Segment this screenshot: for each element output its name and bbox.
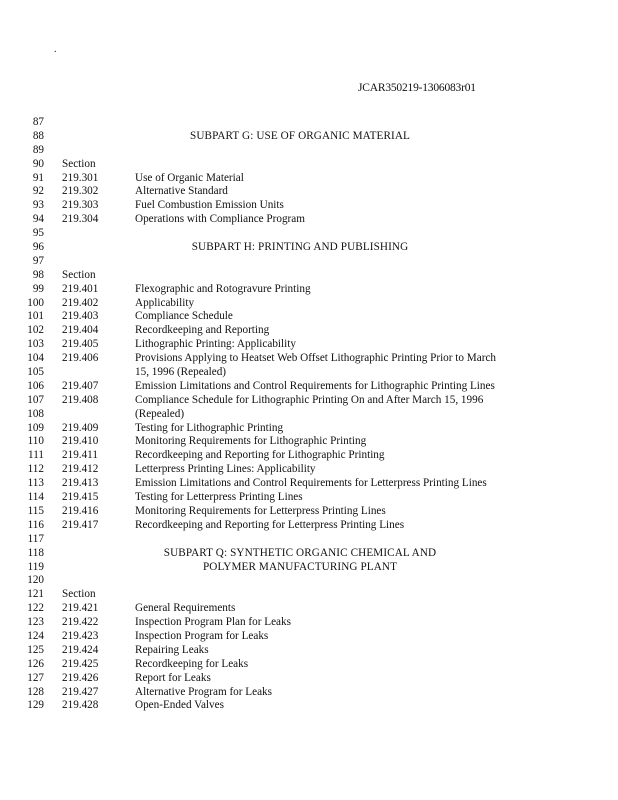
- document-line: [0, 477, 618, 491]
- line-number: 126: [27, 657, 44, 670]
- section-number: 219.303: [62, 199, 99, 212]
- document-line: [0, 352, 618, 366]
- line-number: 109: [27, 421, 44, 434]
- document-line: [0, 144, 618, 158]
- section-title: Recordkeeping for Leaks: [135, 657, 249, 670]
- section-title: Applicability: [135, 296, 195, 309]
- document-line: [0, 283, 618, 297]
- line-number: 88: [32, 129, 44, 142]
- line-number: 93: [32, 199, 44, 212]
- line-number: 104: [27, 352, 44, 365]
- line-number: 106: [27, 379, 44, 392]
- document-line: [0, 533, 618, 547]
- section-title: Alternative Program for Leaks: [135, 685, 272, 698]
- document-line: [0, 491, 618, 505]
- document-line: [0, 158, 618, 172]
- section-number: Section: [62, 588, 96, 601]
- section-title: Fuel Combustion Emission Units: [135, 199, 284, 212]
- section-title: Inspection Program Plan for Leaks: [135, 616, 291, 629]
- section-title: Open-Ended Valves: [135, 699, 224, 712]
- section-number: 219.302: [62, 185, 99, 198]
- line-number: 91: [32, 171, 44, 184]
- line-number: 110: [27, 435, 44, 448]
- section-title: Recordkeeping and Reporting for Lithographic Printing: [135, 449, 385, 462]
- document-line: [0, 213, 618, 227]
- section-title: Alternative Standard: [135, 185, 228, 198]
- section-title: Compliance Schedule: [135, 310, 233, 323]
- section-title: Monitoring Requirements for Letterpress Printing Lines: [135, 504, 386, 517]
- section-number: Section: [62, 157, 96, 170]
- section-title: Recordkeeping and Reporting: [135, 324, 270, 337]
- section-title: Letterpress Printing Lines: Applicability: [135, 463, 316, 476]
- subpart-heading: SUBPART G: USE OF ORGANIC MATERIAL: [190, 129, 410, 142]
- document-line: [0, 616, 618, 630]
- line-number: 120: [27, 574, 44, 587]
- line-number: 102: [27, 324, 44, 337]
- section-number: 219.427: [62, 685, 99, 698]
- document-line: [0, 310, 618, 324]
- document-line: [0, 185, 618, 199]
- section-title: (Repealed): [135, 407, 185, 420]
- section-number: 219.401: [62, 282, 99, 295]
- section-title: General Requirements: [135, 602, 236, 615]
- line-number: 122: [27, 602, 44, 615]
- line-number: 116: [27, 518, 44, 531]
- document-line: [0, 172, 618, 186]
- section-title: Testing for Lithographic Printing: [135, 421, 284, 434]
- section-number: 219.412: [62, 463, 99, 476]
- section-number: 219.416: [62, 504, 99, 517]
- line-number: 90: [32, 157, 44, 170]
- section-title: Flexographic and Rotogravure Printing: [135, 282, 311, 295]
- line-number: 94: [32, 213, 44, 226]
- section-number: 219.425: [62, 657, 99, 670]
- document-line: [0, 699, 618, 713]
- document-line: [0, 463, 618, 477]
- document-line: [0, 227, 618, 241]
- section-number: 219.408: [62, 393, 99, 406]
- section-number: 219.426: [62, 671, 99, 684]
- document-line: [0, 366, 618, 380]
- section-number: Section: [62, 268, 96, 281]
- document-id: JCAR350219-1306083r01: [358, 82, 476, 94]
- document-line: [0, 324, 618, 338]
- document-line: [0, 630, 618, 644]
- section-number: 219.410: [62, 435, 99, 448]
- line-number: 101: [27, 310, 44, 323]
- section-title: Use of Organic Material: [135, 171, 244, 184]
- section-title: Provisions Applying to Heatset Web Offset Lithographic Printing Prior to March: [135, 352, 496, 365]
- section-number: 219.422: [62, 616, 99, 629]
- document-line: [0, 241, 618, 255]
- section-number: 219.415: [62, 491, 99, 504]
- section-number: 219.417: [62, 518, 99, 531]
- document-line: [0, 574, 618, 588]
- section-title: Testing for Letterpress Printing Lines: [135, 491, 303, 504]
- line-number: 113: [27, 477, 44, 490]
- line-number: 121: [27, 588, 44, 601]
- line-number: 108: [27, 407, 44, 420]
- line-number: 95: [32, 227, 44, 240]
- section-number: 219.423: [62, 629, 99, 642]
- section-number: 219.411: [62, 449, 98, 462]
- line-number: 89: [32, 143, 44, 156]
- line-number: 97: [32, 254, 44, 267]
- section-title: Emission Limitations and Control Requirements for Letterpress Printing Lines: [135, 477, 487, 490]
- section-number: 219.407: [62, 379, 99, 392]
- line-number: 96: [32, 241, 44, 254]
- document-line: [0, 505, 618, 519]
- document-line: [0, 255, 618, 269]
- document-line: [0, 394, 618, 408]
- document-line: [0, 199, 618, 213]
- line-number: 123: [27, 616, 44, 629]
- document-line: [0, 686, 618, 700]
- section-title: Recordkeeping and Reporting for Letterpress Printing Lines: [135, 518, 405, 531]
- section-number: 219.409: [62, 421, 99, 434]
- document-line: [0, 602, 618, 616]
- document-line: [0, 672, 618, 686]
- section-number: 219.424: [62, 643, 99, 656]
- section-number: 219.406: [62, 352, 99, 365]
- section-number: 219.403: [62, 310, 99, 323]
- line-number: 92: [32, 185, 44, 198]
- subpart-heading: SUBPART H: PRINTING AND PUBLISHING: [191, 241, 409, 254]
- line-number: 129: [27, 699, 44, 712]
- line-number: 112: [27, 463, 44, 476]
- line-number: 119: [27, 560, 44, 573]
- document-line: [0, 449, 618, 463]
- section-title: Repairing Leaks: [135, 643, 209, 656]
- document-line: [0, 380, 618, 394]
- document-line: [0, 116, 618, 130]
- document-line: [0, 408, 618, 422]
- section-number: 219.405: [62, 338, 99, 351]
- document-line: [0, 338, 618, 352]
- line-number: 111: [28, 449, 44, 462]
- document-line: [0, 422, 618, 436]
- document-line: [0, 658, 618, 672]
- section-title: Inspection Program for Leaks: [135, 629, 269, 642]
- line-number: 99: [32, 282, 44, 295]
- line-number: 107: [27, 393, 44, 406]
- document-line: [0, 130, 618, 144]
- section-title: Report for Leaks: [135, 671, 211, 684]
- document-line: [0, 644, 618, 658]
- section-number: 219.413: [62, 477, 99, 490]
- section-number: 219.301: [62, 171, 99, 184]
- section-number: 219.404: [62, 324, 99, 337]
- line-number: 124: [27, 629, 44, 642]
- document-line: [0, 297, 618, 311]
- section-title: Operations with Compliance Program: [135, 213, 305, 226]
- line-number: 103: [27, 338, 44, 351]
- line-number: 114: [27, 491, 44, 504]
- line-number: 115: [27, 504, 44, 517]
- section-title: Compliance Schedule for Lithographic Printing On and After March 15, 1996: [135, 393, 484, 406]
- numbered-lines: [0, 116, 618, 713]
- line-number: 105: [27, 366, 44, 379]
- section-number: 219.421: [62, 602, 99, 615]
- section-title: Lithographic Printing: Applicability: [135, 338, 296, 351]
- section-title: Emission Limitations and Control Requirements for Lithographic Printing Lines: [135, 379, 495, 392]
- line-number: 125: [27, 643, 44, 656]
- document-line: [0, 588, 618, 602]
- document-line: [0, 435, 618, 449]
- subpart-heading: SUBPART Q: SYNTHETIC ORGANIC CHEMICAL AND: [163, 546, 437, 559]
- line-number: 117: [27, 532, 44, 545]
- document-line: [0, 519, 618, 533]
- line-number: 87: [32, 116, 44, 128]
- section-number: 219.428: [62, 699, 99, 712]
- document-line: [0, 547, 618, 561]
- section-title: Monitoring Requirements for Lithographic Printing: [135, 435, 367, 448]
- line-number: 100: [27, 296, 44, 309]
- section-number: 219.304: [62, 213, 99, 226]
- line-number: 98: [32, 268, 44, 281]
- line-number: 118: [27, 546, 44, 559]
- stray-mark: .: [54, 44, 57, 55]
- line-number: 128: [27, 685, 44, 698]
- document-line: [0, 561, 618, 575]
- section-title: 15, 1996 (Repealed): [135, 366, 227, 379]
- section-number: 219.402: [62, 296, 99, 309]
- subpart-heading: POLYMER MANUFACTURING PLANT: [202, 560, 398, 573]
- document-line: [0, 269, 618, 283]
- line-number: 127: [27, 671, 44, 684]
